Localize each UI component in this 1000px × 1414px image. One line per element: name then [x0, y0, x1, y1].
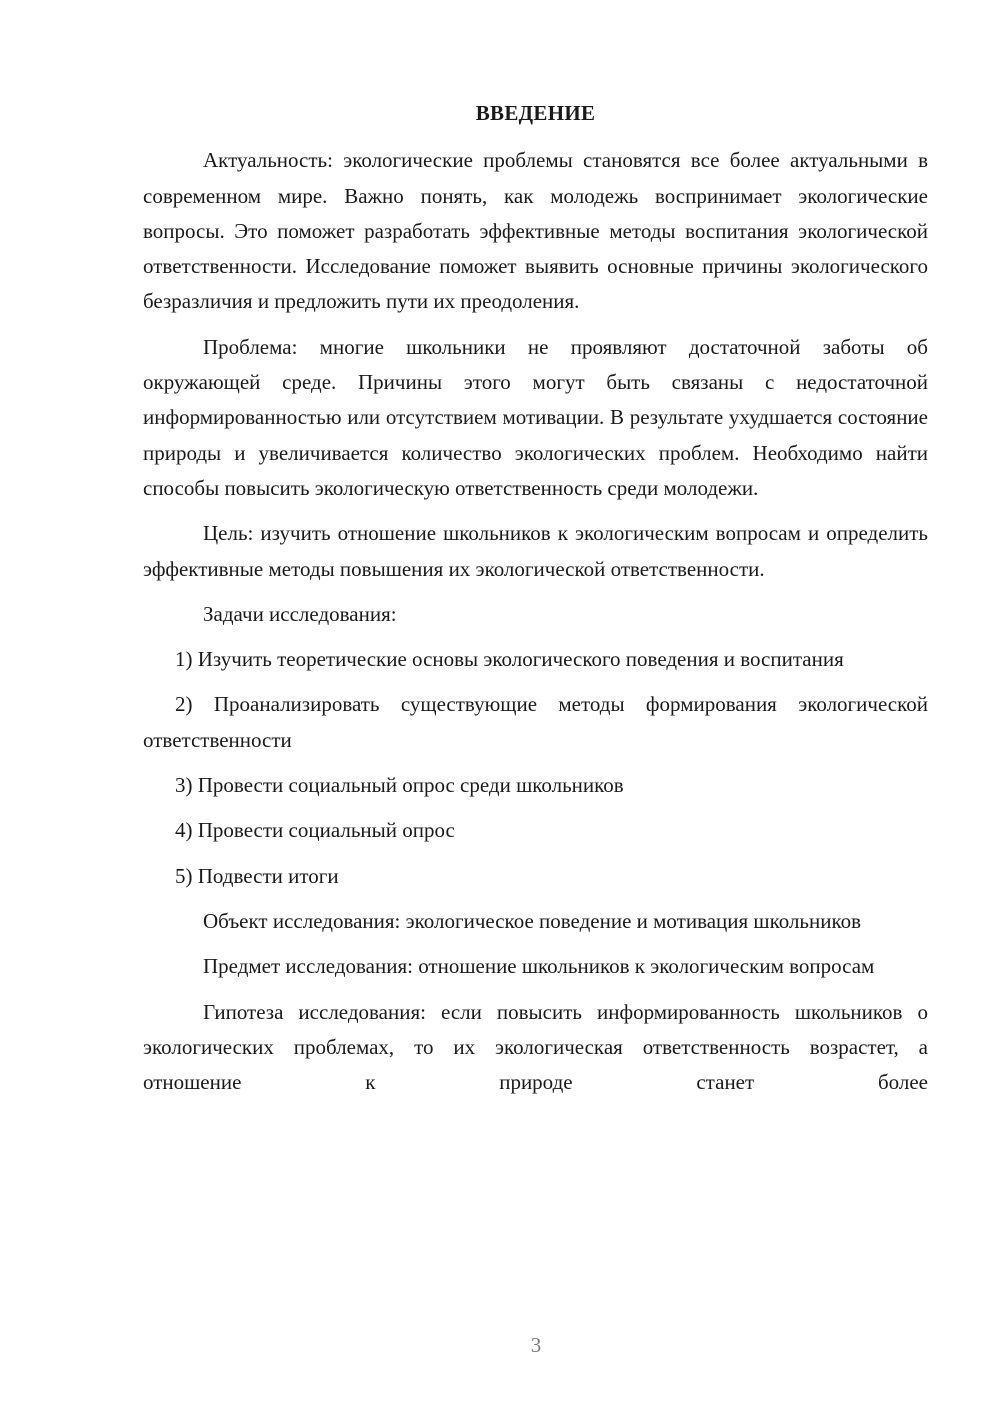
- problem-paragraph: Проблема: многие школьники не проявляют достаточной заботы об окружающей среде. Причины этого могут быть связаны с недостаточной информированностью или отсутствием мотивации. В результате ухудшается состояние природы и увеличивается количество экологических проблем. Необходимо найти способы повысить экологическую ответственность среди молодежи.: [143, 334, 928, 500]
- tasks-heading: Задачи исследования:: [203, 601, 397, 626]
- list-item: 5) Подвести итоги: [175, 863, 339, 888]
- hypothesis-paragraph: Гипотеза исследования: если повысить информированность школьников о экологических проблемах, то их экологическая ответственность возрастет, а отношение к природе станет более: [143, 999, 928, 1095]
- object-paragraph: Объект исследования: экологическое поведение и мотивация школьников: [203, 908, 862, 933]
- list-item: 2) Проанализировать существующие методы формирования экологической ответственности: [143, 692, 928, 752]
- tasks-list: [143, 642, 928, 894]
- list-item: 1) Изучить теоретические основы экологического поведения и воспитания: [175, 647, 844, 672]
- goal-paragraph: Цель: изучить отношение школьников к экологическим вопросам и определить эффективные методы повышения их экологической ответственности.: [143, 521, 928, 581]
- list-item: 4) Провести социальный опрос: [175, 818, 455, 843]
- page-title: ВВЕДЕНИЕ: [475, 101, 596, 125]
- relevance-paragraph: Актуальность: экологические проблемы становятся все более актуальными в современном мире. Важно понять, как молодежь воспринимает экологические вопросы. Это поможет разработать эффективные методы воспитания экологической ответственности. Исследование поможет выявить основные причины экологического безразличия и предложить пути их преодоления.: [143, 148, 928, 314]
- document-page: [143, 96, 928, 1110]
- subject-paragraph: Предмет исследования: отношение школьников к экологическим вопросам: [203, 954, 875, 979]
- list-item: 3) Провести социальный опрос среди школьников: [175, 773, 624, 798]
- page-number: 3: [530, 1333, 542, 1357]
